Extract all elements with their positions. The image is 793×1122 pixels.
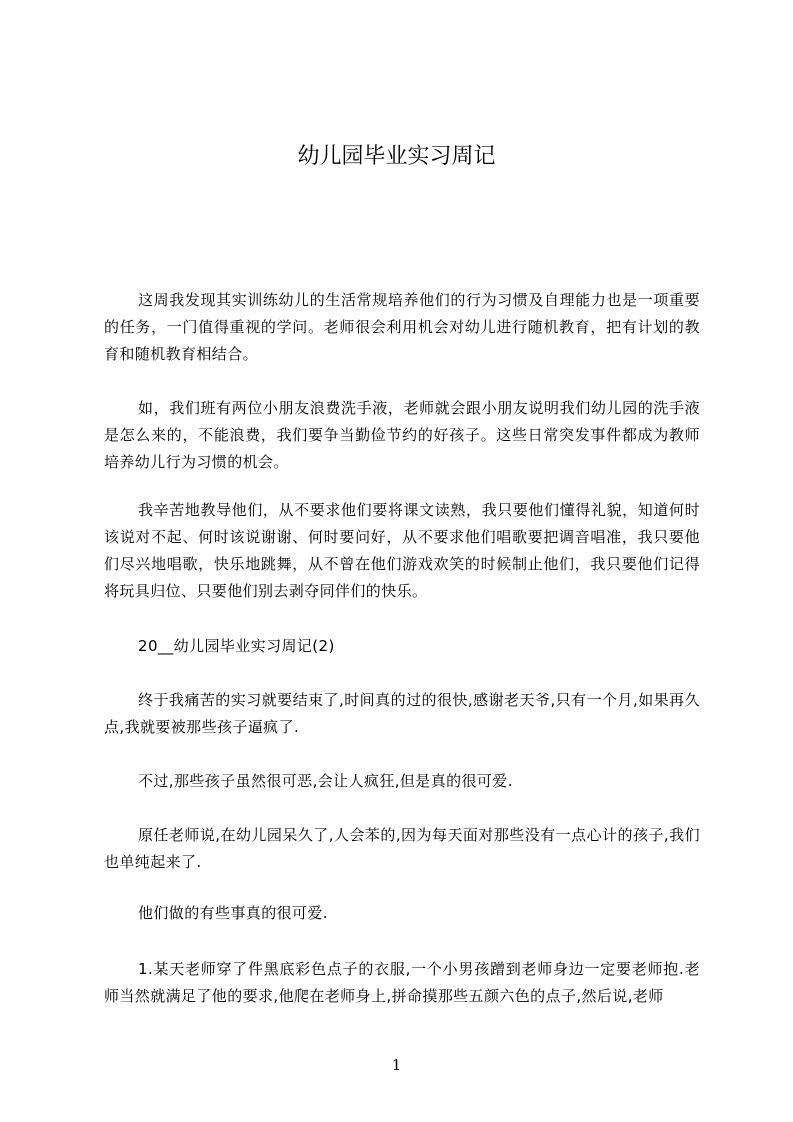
page-title: 幼儿园毕业实习周记: [297, 144, 496, 169]
paragraph-5: 不过,那些孩子虽然很可恶,会让人疯狂,但是真的很可爱.: [138, 772, 513, 790]
paragraph-1: 这周我发现其实训练幼儿的生活常规培养他们的行为习惯及自理能力也是一项重要的任务，一门值得重视的学问。老师很会利用机会对幼儿进行随机教育，把有计划的教育和随机教育相结合。: [104, 291, 700, 363]
page-number: 1: [391, 1056, 402, 1074]
paragraph-4: 终于我痛苦的实习就要结束了,时间真的过的很快,感谢老天爷,只有一个月,如果再久点,我就要被那些孩子逼疯了.: [104, 691, 700, 736]
paragraph-8: 1.某天老师穿了件黑底彩色点子的衣服,一个小男孩蹭到老师身边一定要老师抱.老师当然就满足了他的要求,他爬在老师身上,拼命摸那些五颜六色的点子,然后说,老师: [104, 960, 700, 1005]
paragraph-3: 我辛苦地教导他们，从不要求他们要将课文读熟，我只要他们懂得礼貌，知道何时该说对不起、何时该说谢谢、何时要问好，从不要求他们唱歌要把调音唱准，我只要他们尽兴地唱歌，快乐地跳舞，从不曾在他们游戏欢笑的时候制止他们，我只要他们记得将玩具归位、只要他们别去剥夺同伴们的快乐。: [104, 501, 700, 600]
paragraph-7: 他们做的有些事真的很可爱.: [138, 904, 328, 922]
paragraph-6: 原任老师说,在幼儿园呆久了,人会苯的,因为每天面对那些没有一点心计的孩子,我们也单纯起来了.: [104, 826, 700, 871]
paragraph-2: 如，我们班有两位小朋友浪费洗手液，老师就会跟小朋友说明我们幼儿园的洗手液是怎么来的，不能浪费，我们要争当勤俭节约的好孩子。这些日常突发事件都成为教师培养幼儿行为习惯的机会。: [104, 399, 700, 471]
section-heading: 20__幼儿园毕业实习周记(2): [138, 637, 335, 655]
